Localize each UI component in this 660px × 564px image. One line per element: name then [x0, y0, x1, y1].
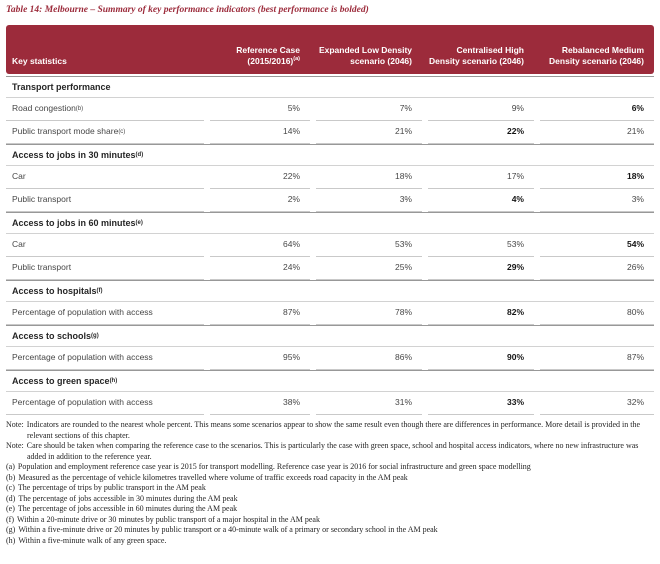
cell-value: 24% [210, 257, 310, 280]
cell-value: 33% [428, 392, 534, 415]
row-label-text: Road congestion [12, 103, 76, 114]
cell-value: 86% [316, 347, 422, 370]
notes-block [6, 420, 654, 547]
cell-value: 14% [210, 121, 310, 144]
column-header-rebalanced-medium-density [540, 45, 654, 74]
cell-value: 18% [316, 166, 422, 189]
footnote-label: (c) [6, 483, 15, 493]
cell-value: 22% [210, 166, 310, 189]
row-label-text: Public transport [12, 262, 72, 273]
cell-value: 9% [428, 98, 534, 121]
column-header-label: Rebalanced Medium Density scenario (2046) [549, 44, 644, 66]
section-row-jobs-30-minutes: Access to jobs in 30 minutes (d) [6, 144, 654, 166]
cell-value: 4% [428, 189, 534, 212]
column-header-centralised-high-density [428, 45, 534, 74]
row-label-text: Car [12, 171, 26, 182]
cell-value: 53% [316, 234, 422, 257]
section-row-transport-performance [6, 76, 654, 98]
row-label: Public transport mode share (c) [6, 121, 204, 144]
row-label [6, 392, 204, 415]
footnote [6, 494, 654, 505]
column-header-label: Centralised High Density scenario (2046) [429, 44, 524, 66]
table-row [6, 121, 654, 144]
footnote-label: (f) [6, 514, 14, 524]
footnote-text: The percentage of jobs accessible in 60 minutes during the AM peak [17, 504, 238, 514]
footnote-text: Population and employment reference case year is 2015 for transport modelling. Reference case year is 2016 for social infrastructure and green space modelling [17, 462, 531, 472]
row-label-text: Percentage of population with access [12, 397, 153, 408]
note-label: Note: [6, 420, 24, 429]
cell-value: 25% [316, 257, 422, 280]
footnote [6, 504, 654, 515]
note [6, 420, 654, 441]
row-label [6, 234, 204, 257]
cell-value: 17% [428, 166, 534, 189]
footnote [6, 515, 654, 526]
note-label: Note: [6, 441, 24, 451]
cell-value: 87% [210, 302, 310, 325]
cell-value: 6% [540, 98, 654, 121]
cell-value: 21% [316, 121, 422, 144]
footnote-label: (e) [6, 504, 15, 514]
row-label [6, 166, 204, 189]
footnote-label: (g) [6, 525, 16, 535]
column-header-label: Key statistics [12, 55, 67, 66]
footnote-text: Within a five-minute drive or 20 minutes by public transport or a 40-minute walk of a primary or secondary school in the AM peak [18, 525, 438, 535]
cell-value: 95% [210, 347, 310, 370]
footnote-label: (b) [6, 472, 16, 482]
footnote-text: The percentage of trips by public transport in the AM peak [17, 483, 206, 493]
row-label [6, 257, 204, 280]
table-row [6, 392, 654, 415]
footnote-text: The percentage of jobs accessible in 30 minutes during the AM peak [18, 493, 238, 503]
cell-value: 90% [428, 347, 534, 370]
column-header-label: Reference Case (2015/2016) [236, 44, 300, 66]
table-row [6, 257, 654, 280]
footnote-text: Within a five-minute walk of any green space. [18, 536, 167, 546]
cell-value: 32% [540, 392, 654, 415]
section-label: Access to hospitals [12, 286, 97, 296]
cell-value: 29% [428, 257, 534, 280]
footnote-text: Within a 20-minute drive or 30 minutes by public transport of a major hospital in the AM peak [17, 514, 320, 524]
footnote-label: (d) [6, 493, 16, 503]
section-label: Transport performance [12, 82, 111, 92]
cell-value: 21% [540, 121, 654, 144]
row-label-text: Percentage of population with access [12, 352, 153, 363]
row-label [6, 189, 204, 212]
table-header-row [6, 25, 654, 74]
section-row-green-space: Access to green space (h) [6, 370, 654, 392]
section-label: Access to schools [12, 331, 92, 341]
row-label-text: Public transport [12, 194, 72, 205]
cell-value: 26% [540, 257, 654, 280]
footnote [6, 473, 654, 484]
cell-value: 82% [428, 302, 534, 325]
note [6, 441, 654, 462]
table-row [6, 234, 654, 257]
cell-value: 7% [316, 98, 422, 121]
table-row [6, 98, 654, 121]
cell-value: 3% [540, 189, 654, 212]
cell-value: 5% [210, 98, 310, 121]
row-label-text: Percentage of population with access [12, 307, 153, 318]
footnote-label: (h) [6, 536, 16, 546]
footnote-text: Measured as the percentage of vehicle kilometres travelled where volume of traffic exceeds road capacity in the AM peak [18, 472, 408, 482]
cell-value: 64% [210, 234, 310, 257]
note-text: Indicators are rounded to the nearest whole percent. This means some scenarios appear to show the same result even though there are differences in performance. More detail is provided in the relevant sections of this chapter. [26, 420, 641, 440]
footnote [6, 462, 654, 473]
note-text: Care should be taken when comparing the reference case to the scenarios. This is particularly the case with green space, school and hospital access indicators, where no new infrastructure was added in addition to the reference year. [26, 441, 639, 461]
table-body [6, 76, 654, 415]
cell-value: 31% [316, 392, 422, 415]
section-row-schools: Access to schools (g) [6, 325, 654, 347]
row-label-text: Car [12, 239, 26, 250]
cell-value: 2% [210, 189, 310, 212]
table-row [6, 189, 654, 212]
cell-value: 78% [316, 302, 422, 325]
footnote-label: (a) [6, 462, 15, 472]
cell-value: 87% [540, 347, 654, 370]
section-label: Access to jobs in 60 minutes [12, 218, 136, 228]
cell-value: 38% [210, 392, 310, 415]
column-header-key-statistics [6, 56, 204, 74]
section-label: Access to jobs in 30 minutes [12, 150, 136, 160]
column-header-label: Expanded Low Density scenario (2046) [318, 44, 412, 66]
table-caption: Table 14: Melbourne – Summary of key performance indicators (best performance is bolded) [6, 5, 369, 15]
cell-value: 3% [316, 189, 422, 212]
row-label: Road congestion (b) [6, 98, 204, 121]
cell-value: 18% [540, 166, 654, 189]
section-row-hospitals: Access to hospitals (f) [6, 280, 654, 302]
column-header-reference-case [210, 45, 310, 74]
footnote [6, 525, 654, 536]
row-label [6, 302, 204, 325]
section-label: Access to green space [12, 376, 110, 386]
cell-value: 22% [428, 121, 534, 144]
section-row-jobs-60-minutes: Access to jobs in 60 minutes (e) [6, 212, 654, 234]
cell-value: 80% [540, 302, 654, 325]
footnote [6, 483, 654, 494]
cell-value: 53% [428, 234, 534, 257]
table-row [6, 166, 654, 189]
footnote [6, 536, 654, 547]
row-label-text: Public transport mode share [12, 126, 119, 137]
cell-value: 54% [540, 234, 654, 257]
table-row [6, 302, 654, 325]
table-row [6, 347, 654, 370]
footnote-marker: (a) [293, 56, 300, 63]
column-header-expanded-low-density [316, 45, 422, 74]
row-label [6, 347, 204, 370]
